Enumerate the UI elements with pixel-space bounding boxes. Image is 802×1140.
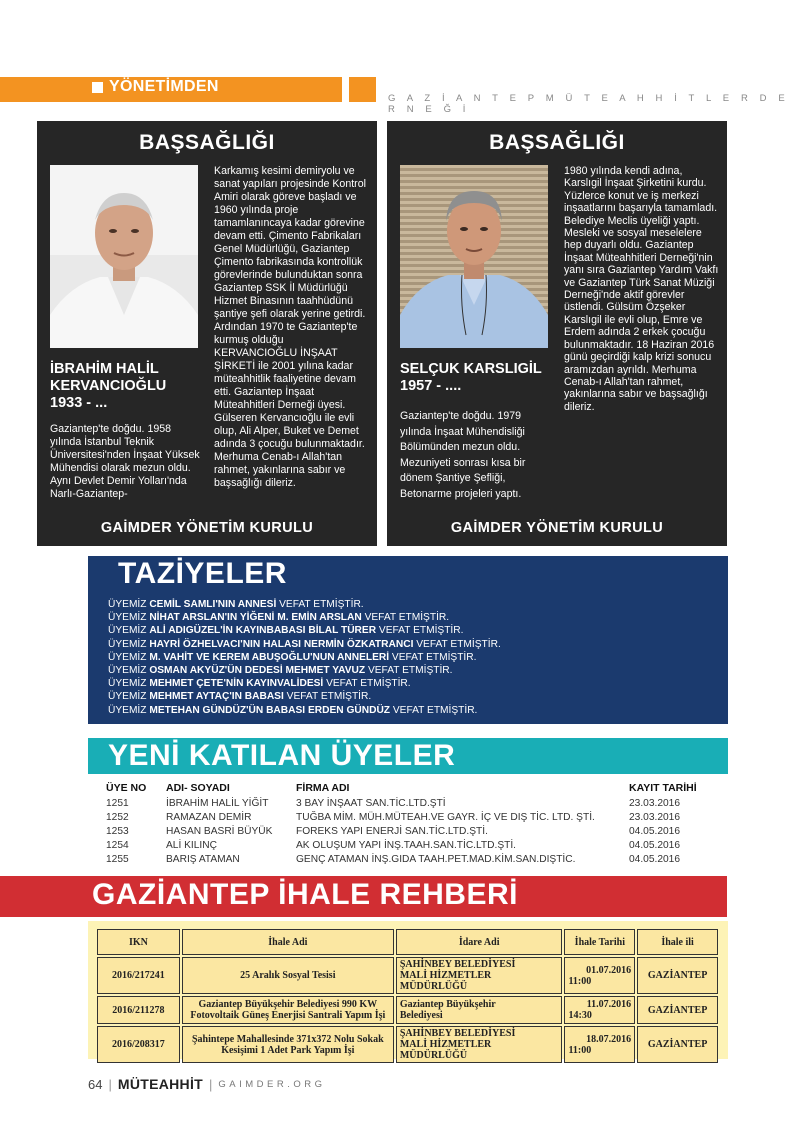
table-row: 1252 RAMAZAN DEMİR TUĞBA MİM. MÜH.MÜTEAH.VE GAYR. İÇ VE DIŞ TİC. LTD. ŞTİ. 23.03.2016: [106, 812, 680, 823]
page-footer: 64 | MÜTEAHHİT | GAIMDER.ORG: [88, 1076, 326, 1092]
table-row: 1255 BARIŞ ATAMAN GENÇ ATAMAN İNŞ.GIDA TAAH.PET.MAD.KİM.SAN.DIŞTİC. 04.05.2016: [106, 854, 680, 865]
association-name: G A Z İ A N T E P M Ü T E A H H İ T L E R D E R N E Ğ İ: [388, 93, 790, 115]
magazine-brand: MÜTEAHHİT: [117, 1076, 203, 1092]
obituary-panel-1: [37, 121, 377, 546]
bio-right: Karkamış kesimi demiryolu ve sanat yapıları projesinde Kontrol Amiri olarak göreve başladı ve 1960 yılında proje tamamlanıncaya kadar görevine devam etti. Çimento Fabrikaları Genel Müdürlüğü, Gaziantep Çimento fabrikasında kontrollük görevlerinde bulunduktan sonra Gaziantep SSK İl Müdürlüğü Hizmet Binasının taahhüdünü şantiye şefi olarak yerine getirdi. Ardından 1970 te Gaziantep'te kurmuş olduğu KERVANCIOĞLU İNŞAAT ŞİRKETİ ile 2001 yılına kadar müteahhitlik faaliyetine devam etti. Gaziantep İnşaat Müteahhitleri Derneği üyesi. Gülseren Kervancıoğlu ile evli olup, Ali Alper, Buket ve Demet adında 3 çocuğu bulunmaktadır. Merhuma Cenab-ı Allah'tan rahmet, yakınlarına sabır ve başsağlığı dileriz.: [214, 165, 366, 489]
table-row: 1254 ALİ KILINÇ AK OLUŞUM YAPI İNŞ.TAAH.SAN.TİC.LTD.ŞTİ. 04.05.2016: [106, 840, 680, 851]
table-row: 2016/211278 Gaziantep Büyükşehir Belediyesi 990 KW Fotovoltaik Güneş Enerjisi Santrali Yapım İşi Gaziantep Büyükşehir Belediyesi 11.07.2016 14:30 GAZİANTEP: [97, 996, 718, 1024]
signature: GAİMDER YÖNETİM KURULU: [100, 520, 314, 536]
list-item: ÜYEMİZ MEHMET AYTAÇ'IN BABASI VEFAT ETMİŞTİR.: [108, 691, 372, 703]
portrait-photo: [400, 165, 548, 348]
list-item: ÜYEMİZ OSMAN AKYÜZ'ÜN DEDESİ MEHMET YAVUZ VEFAT ETMİŞTİR.: [108, 665, 453, 677]
table-row: 2016/217241 25 Aralık Sosyal Tesisi ŞAHİNBEY BELEDİYESİ MALİ HİZMETLER MÜDÜRLÜĞÜ 01.07.2016 11:00 GAZİANTEP: [97, 957, 718, 994]
bio-left: Gaziantep'te doğdu. 1958 yılında İstanbul Teknik Üniversitesi'nden İnşaat Yüksek Mühendisi olarak mezun oldu. Aynı Devlet Demir Yolları'nda Narlı-Gaziantep-: [50, 423, 200, 500]
list-item: ÜYEMİZ HAYRİ ÖZHELVACI'NIN HALASI NERMİN ÖZKATRANCI VEFAT ETMİŞTİR.: [108, 638, 501, 650]
table-row: 1251 İBRAHİM HALİL YİĞİT 3 BAY İNŞAAT SAN.TİC.LTD.ŞTİ 23.03.2016: [106, 798, 680, 809]
bio-left: Gaziantep'te doğdu. 1979 yılında İnşaat Mühendisliği Bölümünden mezun oldu. Mezuniyeti sonrası kısa bir dönem Şantiye Şefliği, Betonarme projeleri yaptı.: [400, 410, 526, 500]
obituary-panel-2: [387, 121, 727, 546]
condolence-list: [108, 598, 501, 717]
obituary-title: BAŞSAĞLIĞI: [489, 131, 625, 154]
signature: GAİMDER YÖNETİM KURULU: [450, 520, 664, 536]
section-tab-accent: [349, 77, 376, 102]
tender-title: GAZİANTEP İHALE REHBERİ: [92, 878, 518, 911]
portrait-photo: [50, 165, 198, 348]
section-label: [92, 78, 219, 96]
page-number: 64: [88, 1076, 103, 1092]
person-name: İBRAHİM HALİL KERVANCIOĞLU 1933 - ...: [50, 361, 167, 411]
square-icon: [92, 82, 103, 93]
tender-table: [95, 927, 720, 1065]
table-row: 1253 HASAN BASRİ BÜYÜK FOREKS YAPI ENERJİ SAN.TİC.LTD.ŞTİ. 04.05.2016: [106, 826, 680, 837]
list-item: ÜYEMİZ MEHMET ÇETE'NİN KAYINVALİDESİ VEFAT ETMİŞTİR.: [108, 678, 411, 690]
list-item: ÜYEMİZ ALİ ADIGÜZEL'İN KAYINBABASI BİLAL TÜRER VEFAT ETMİŞTİR.: [108, 625, 464, 637]
table-header: IKN İhale Adi İdare Adi İhale Tarihi İhale ili: [97, 929, 718, 955]
condolence-title: TAZİYELER: [118, 557, 287, 590]
list-item: ÜYEMİZ M. VAHİT VE KEREM ABUŞOĞLU'NUN ANNELERİ VEFAT ETMİŞTİR.: [108, 651, 477, 663]
list-item: ÜYEMİZ CEMİL SAMLI'NIN ANNESİ VEFAT ETMİŞTİR.: [108, 599, 364, 610]
list-item: ÜYEMİZ METEHAN GÜNDÜZ'ÜN BABASI ERDEN GÜNDÜZ VEFAT ETMİŞTİR.: [108, 704, 478, 716]
table-row: 2016/208317 Şahintepe Mahallesinde 371x372 Nolu Sokak Kesişimi 1 Adet Park Yapım İşi ŞAHİNBEY BELEDİYESİ MALİ HİZMETLER MÜDÜRLÜĞÜ 18.07.2016 11:00 GAZİANTEP: [97, 1026, 718, 1063]
table-header: ÜYE NO ADI- SOYADI FİRMA ADI KAYIT TARİHİ: [106, 782, 697, 794]
new-members-table: [106, 781, 709, 867]
site-url: GAIMDER.ORG: [218, 1078, 326, 1090]
person-name: SELÇUK KARSLIGİL 1957 - ....: [400, 361, 542, 394]
section-title: YÖNETİMDEN: [109, 78, 219, 95]
bio-right: 1980 yılında kendi adına, Karslıgil İnşaat Şirketini kurdu. Yüzlerce konut ve iş merkezi inşaatlarını başarıyla tamamladı. Belediye Meclis üyeliği yaptı. Mesleki ve sosyal meselelere hep duyarlı oldu. Gaziantep İnşaat Müteahhitleri Derneği'nin yanı sıra Gaziantep Yardım Vakfı ve Gaziantep Türk Sanat Müziği Derneği'nde aktif görevler üstlendi. Gülsüm Özşeker Karslıgil ile evli olup, Emre ve Erdem adında 2 erkek çocuğu bulunmaktadır. 18 Haziran 2016 günü geçirdiği kalp krizi sonucu aramızdan ayrıldı. Merhuma Cenab-ı Allah'tan rahmet, yakınlarına sabır ve başsağlığı dileriz.: [564, 165, 719, 413]
new-members-title: YENİ KATILAN ÜYELER: [108, 739, 456, 772]
list-item: ÜYEMİZ NİHAT ARSLAN'IN YİĞENİ M. EMİN ARSLAN VEFAT ETMİŞTİR.: [108, 612, 450, 624]
obituary-title: BAŞSAĞLIĞI: [139, 131, 275, 154]
